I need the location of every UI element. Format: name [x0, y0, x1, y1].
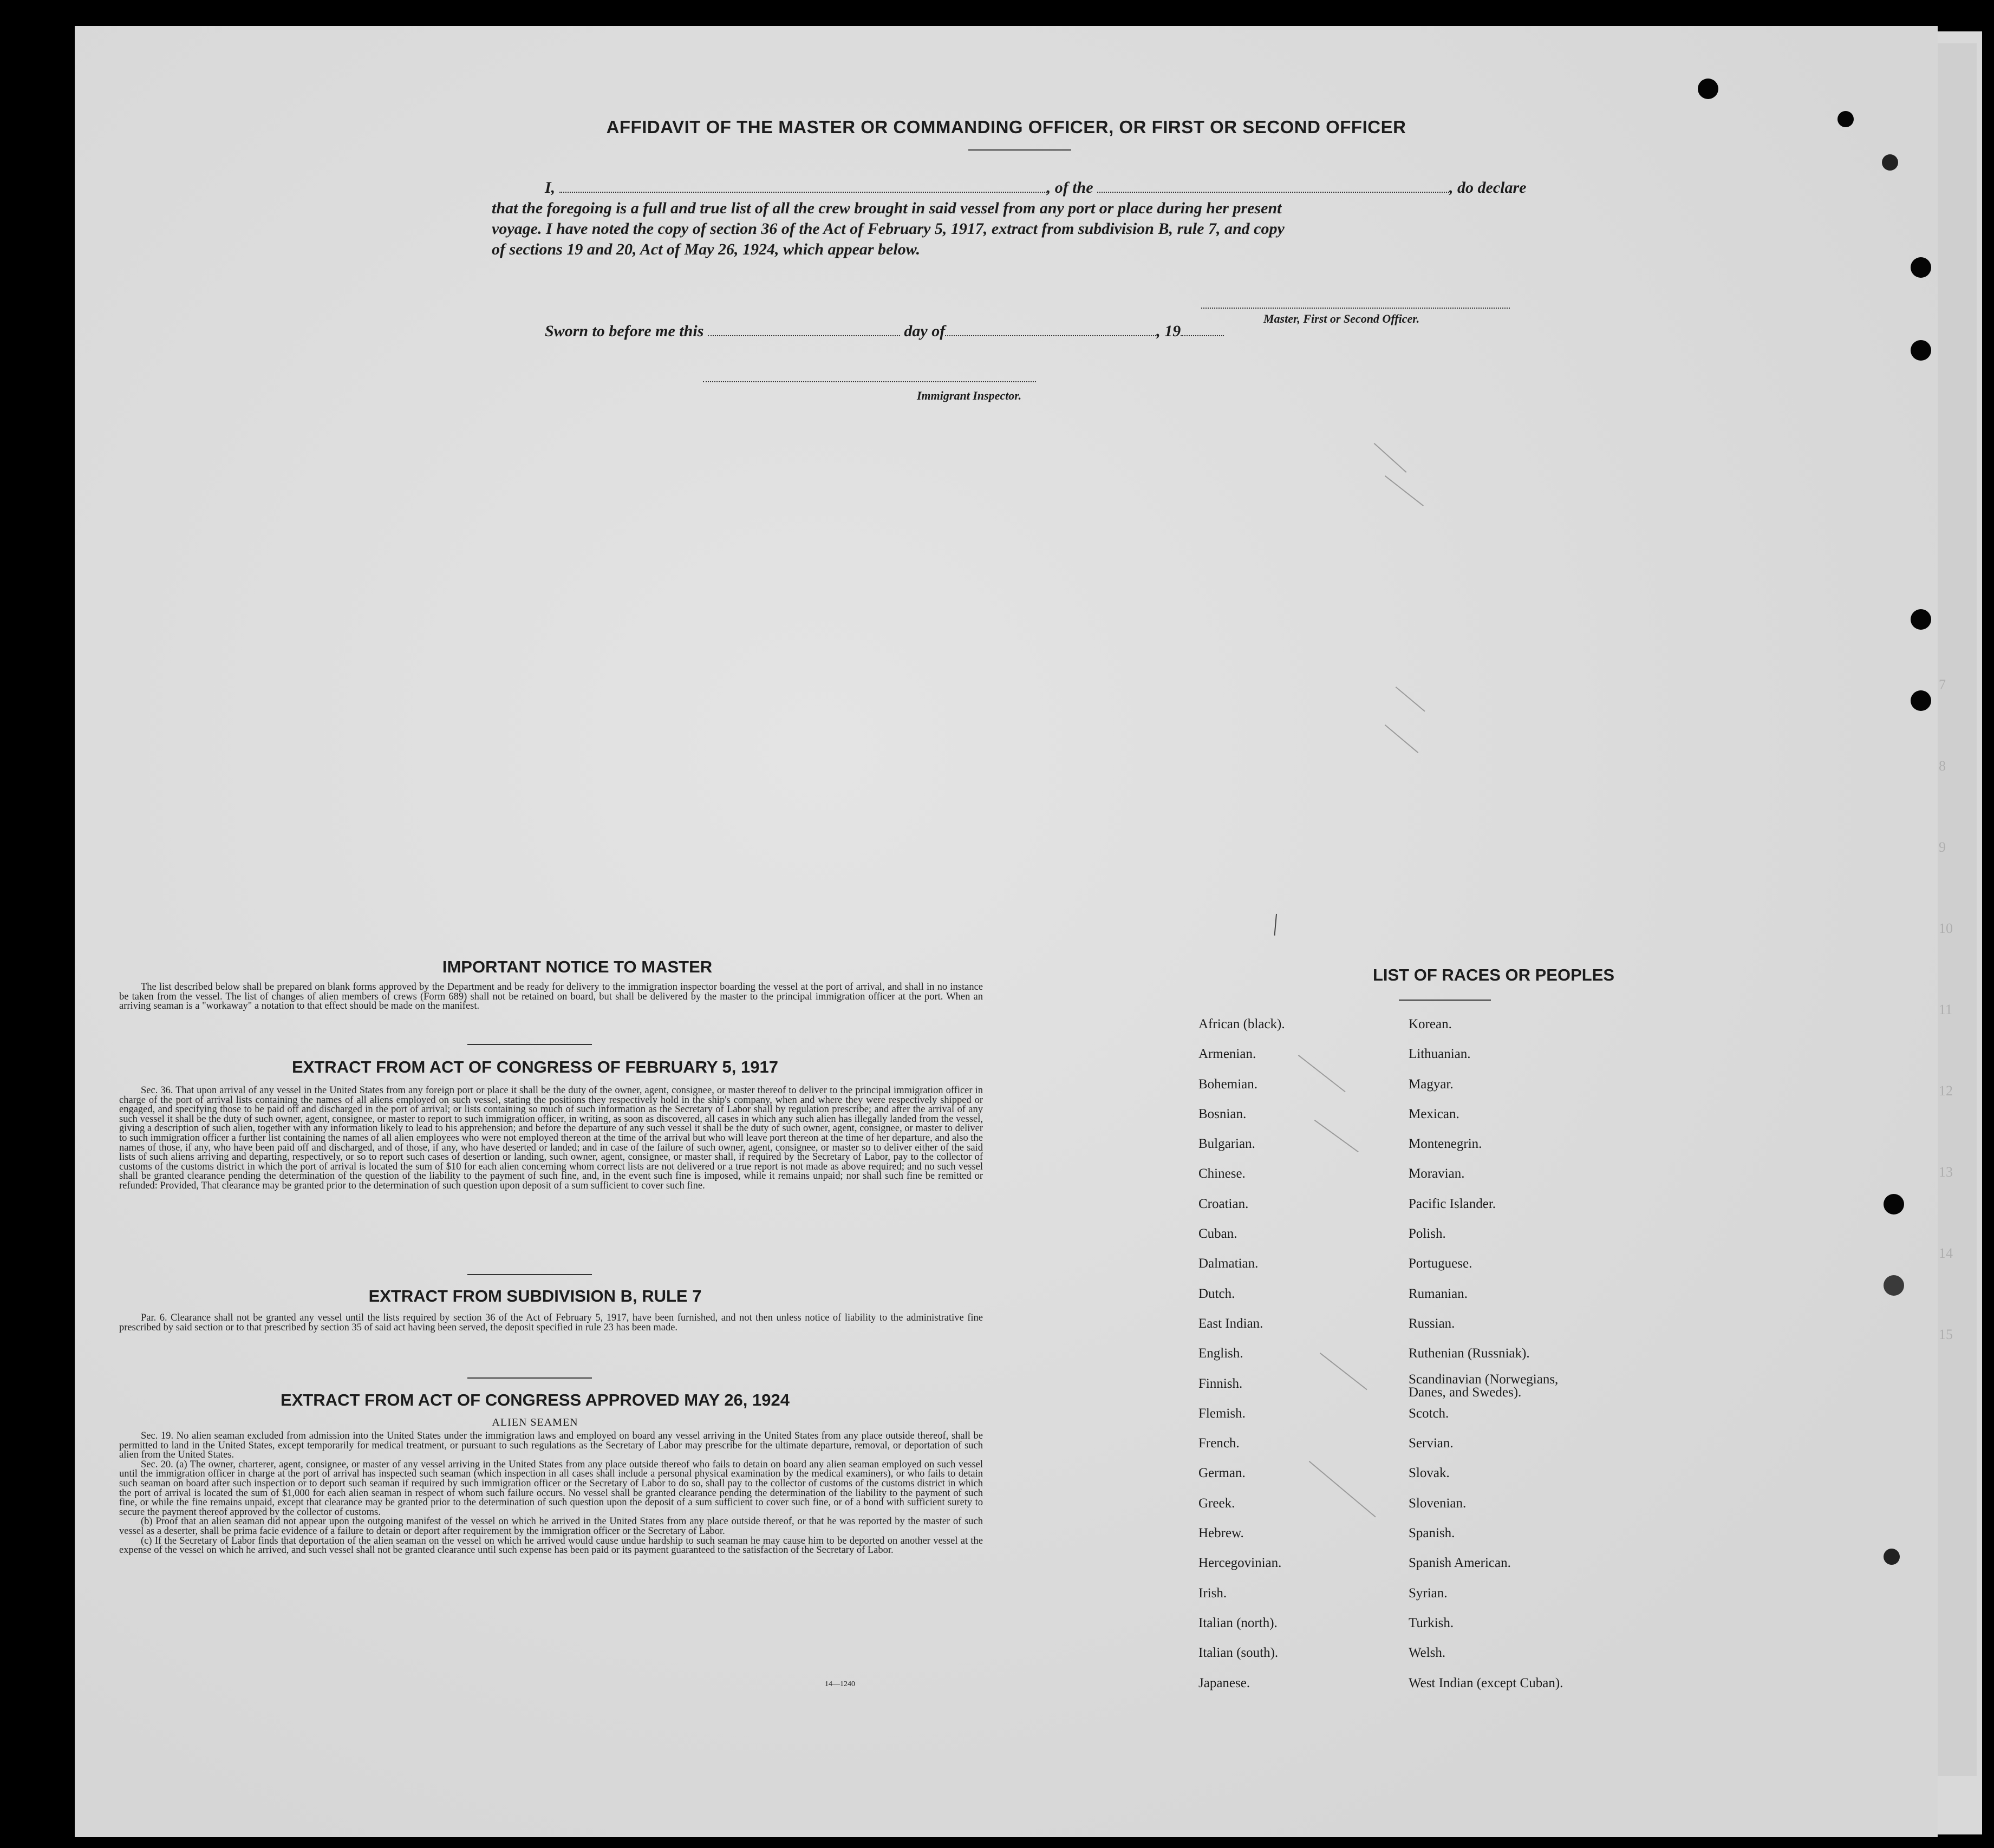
manifest-back-page [75, 26, 1938, 1837]
inspector-signature-label: Immigrant Inspector. [917, 389, 1022, 402]
race-entry: Chinese. [1198, 1166, 1246, 1181]
punch-hole [1911, 690, 1931, 711]
notice-text [119, 983, 983, 1011]
race-entry: Hebrew. [1198, 1526, 1244, 1541]
extract-1924-paragraph-b: (b) Proof that an alien seaman did not appear upon the outgoing manifest of the vessel on which he arrived in the United States from any place outside thereof, or that he was reported by the master of such vessel as a deserter, shall be prima facie evidence of a failure to detain or deport after requirement by the immigration officer or the Secretary of Labor. [119, 1516, 983, 1537]
officer-name-field[interactable] [559, 192, 1047, 193]
race-entry: West Indian (except Cuban). [1409, 1675, 1563, 1690]
punch-hole [1882, 154, 1898, 171]
race-entry: East Indian. [1198, 1316, 1263, 1331]
race-entry: Spanish American. [1409, 1556, 1511, 1571]
pencil-stroke [1396, 687, 1425, 712]
race-entry: Bosnian. [1198, 1106, 1247, 1121]
race-entry: Polish. [1409, 1226, 1446, 1242]
sworn-month-field[interactable] [945, 335, 1156, 336]
affidavit-title-rule [968, 149, 1071, 151]
pencil-stroke [1309, 1461, 1376, 1517]
race-entry: Portuguese. [1409, 1256, 1472, 1271]
race-entry: Japanese. [1198, 1675, 1250, 1690]
underlying-row-number: 9 [1939, 839, 1946, 855]
sworn-year: , 19 [1156, 322, 1181, 340]
race-entry: Magyar. [1409, 1076, 1454, 1092]
race-entry: Bulgarian. [1198, 1137, 1255, 1152]
race-entry: Lithuanian. [1409, 1047, 1471, 1062]
punch-hole [1884, 1194, 1904, 1214]
races-title-rule [1399, 1000, 1491, 1001]
race-entry: Syrian. [1409, 1585, 1448, 1601]
race-entry: Irish. [1198, 1585, 1227, 1601]
punch-hole [1911, 609, 1931, 630]
affidavit-line-2: that the foregoing is a full and true list of all the crew brought in said vessel from any port or place during her present [492, 199, 1282, 217]
affidavit-declare: , do declare [1449, 179, 1527, 197]
race-entry: Cuban. [1198, 1226, 1237, 1242]
sworn-year-field[interactable] [1181, 335, 1224, 336]
race-entry: Scotch. [1409, 1406, 1449, 1421]
affidavit-of-the: , of the [1046, 179, 1093, 197]
race-entry: Servian. [1409, 1436, 1454, 1451]
sworn-line [545, 321, 1303, 342]
underlying-row-number: 12 [1939, 1083, 1953, 1099]
underlying-row-number: 7 [1939, 677, 1946, 693]
pencil-stroke [1374, 443, 1407, 473]
race-entry: Rumanian. [1409, 1286, 1468, 1301]
race-entry: Italian (north). [1198, 1615, 1278, 1630]
race-entry: English. [1198, 1346, 1243, 1361]
races-title: LIST OF RACES OR PEOPLES [1372, 965, 1615, 984]
pencil-stroke [1298, 1055, 1346, 1092]
affidavit-line-3: voyage. I have noted the copy of section 36 of the Act of February 5, 1917, extract from subdivision B, rule 7, and copy [492, 220, 1285, 238]
pencil-stroke [1274, 914, 1277, 936]
extract-1924-subtitle: ALIEN SEAMEN [492, 1416, 578, 1428]
race-entry: French. [1198, 1436, 1240, 1451]
race-entry: Dalmatian. [1198, 1256, 1259, 1271]
extract-1924-paragraph-sec20a: Sec. 20. (a) The owner, charterer, agent, consignee, or master of any vessel arriving in the United States from any place outside thereof who fails to detain on board any alien seaman employed on such vessel until the immigration officer in charge at the port of arrival has inspected such seaman (which inspection in all cases shall include a personal physical examination by the medical examiners), or who fails to detain such seaman on board after such inspection or to deport such seaman if required by such immigration officer or the Secretary of Labor to do so, shall pay to the collector of customs of the customs district in which the port of arrival is located the sum of $1,000 for each alien seaman in respect of whom such failure occurs. No vessel shall be granted clearance pending the determination of the liability to the payment of such fine, or while the fine remains unpaid, except that clearance may be granted prior to the determination of such question upon the deposit of a sum sufficient to cover such fine, or of a bond with sufficient surety to secure the payment thereof approved by the collector of customs. [119, 1459, 983, 1518]
extract-rule7-paragraph: Par. 6. Clearance shall not be granted any vessel until the lists required by section 36 of the Act of February 5, 1917, have been furnished, and not then unless notice of liability to the administrative fine prescribed by said section or to that prescribed by section 35 of said act having been served, the deposit specified in rule 23 has been made. [119, 1312, 983, 1333]
race-entry: Welsh. [1409, 1645, 1446, 1661]
punch-hole [1911, 340, 1931, 361]
punch-hole [1698, 79, 1718, 99]
affidavit-title: AFFIDAVIT OF THE MASTER OR COMMANDING OFFICER, OR FIRST OR SECOND OFFICER [606, 117, 1406, 137]
race-entry: Pacific Islander. [1409, 1196, 1496, 1211]
extract-1917-title: EXTRACT FROM ACT OF CONGRESS OF FEBRUARY 5, 1917 [292, 1057, 778, 1076]
race-entry: Moravian. [1409, 1166, 1465, 1181]
race-entry: Croatian. [1198, 1196, 1249, 1211]
race-entry: Korean. [1409, 1017, 1452, 1031]
race-entry: Armenian. [1198, 1047, 1256, 1062]
race-entry: Russian. [1409, 1316, 1455, 1331]
pencil-stroke [1385, 475, 1424, 506]
race-entry: Bohemian. [1198, 1076, 1258, 1092]
race-entry: Montenegrin. [1409, 1137, 1482, 1152]
race-entry: Scandinavian (Norwegians, Danes, and Swedes). [1409, 1372, 1559, 1400]
notice-rule [467, 1044, 592, 1045]
vessel-name-field[interactable] [1097, 192, 1449, 193]
notice-paragraph: The list described below shall be prepared on blank forms approved by the Department and be ready for delivery to the immigration inspector boarding the vessel at the port of arrival, and shall in no instance be taken from the vessel. The list of changes of alien members of crews (Form 689) shall not be retained on board, but shall be delivered by the master to the principal immigration officer at the port. When an arriving seaman is a "workaway" a notation to that effect should be made on the manifest. [119, 982, 983, 1012]
sworn-prefix: Sworn to before me this [545, 322, 704, 340]
race-entry: Hercegovinian. [1198, 1556, 1282, 1571]
affidavit-i: I, [545, 179, 556, 197]
master-signature-line[interactable] [1201, 308, 1510, 309]
punch-hole [1884, 1549, 1900, 1565]
race-entry: Slovak. [1409, 1466, 1450, 1481]
affidavit-line-1 [545, 178, 1628, 198]
races-left-column [1198, 1017, 1285, 1706]
master-signature-label: Master, First or Second Officer. [1263, 312, 1420, 325]
affidavit-line-4: of sections 19 and 20, Act of May 26, 1924, which appear below. [492, 240, 921, 258]
sworn-day-of: day of [904, 322, 946, 340]
extract-1924-paragraph-c: (c) If the Secretary of Labor finds that deportation of the alien seaman on the vessel on which he arrived would cause undue hardship to such seaman he may cause him to be deported on another vessel at the expense of the vessel on which he arrived, and such vessel shall not be granted clearance until such expense has been paid or its payment guaranteed to the satisfaction of the Secretary of Labor. [119, 1535, 983, 1556]
underlying-row-number: 13 [1939, 1164, 1953, 1180]
race-entry: Finnish. [1198, 1376, 1243, 1391]
race-entry: Slovenian. [1409, 1496, 1467, 1511]
punch-hole [1884, 1275, 1904, 1296]
underlying-row-number: 14 [1939, 1245, 1953, 1261]
pencil-stroke [1320, 1353, 1367, 1390]
sworn-day-field[interactable] [708, 335, 900, 336]
pencil-stroke [1385, 724, 1419, 753]
punch-hole [1911, 257, 1931, 278]
race-entry: Dutch. [1198, 1286, 1235, 1301]
notice-title: IMPORTANT NOTICE TO MASTER [442, 957, 713, 976]
race-entry: African (black). [1198, 1017, 1285, 1031]
underlying-row-number: 10 [1939, 920, 1953, 936]
race-entry: German. [1198, 1466, 1246, 1481]
extract-rule7-text [119, 1314, 983, 1333]
race-entry: Flemish. [1198, 1406, 1246, 1421]
underlying-row-number: 15 [1939, 1327, 1953, 1342]
punch-hole [1837, 111, 1854, 127]
race-entry: Mexican. [1409, 1106, 1459, 1121]
extract-1917-text [119, 1086, 983, 1191]
extract-1924-title: EXTRACT FROM ACT OF CONGRESS APPROVED MAY 26, 1924 [281, 1390, 790, 1409]
inspector-signature-line[interactable] [703, 381, 1036, 382]
race-entry: Ruthenian (Russniak). [1409, 1346, 1530, 1361]
extract-1917-paragraph: Sec. 36. That upon arrival of any vessel in the United States from any foreign port or place it shall be the duty of the owner, agent, consignee, or master thereof to deliver to the principal immigration officer in charge of the port of arrival lists containing the names of all aliens employed on such vessel, stating the positions they respectively hold in the ship's company, when and where they were respectively shipped or engaged, and specifying those to be paid off and discharged in the port of arrival; or lists containing so much of such information as the Secretary of Labor shall by regulation prescribe; and after the arrival of any such vessel it shall be the duty of such owner, agent, consignee, or master to report to such immigration officer, in writing, as soon as discovered, all cases in which any such alien has illegally landed from the vessel, giving a description of such alien, together with any information likely to lead to his apprehension; and before the departure of any such vessel it shall be the duty of such owner, agent, consignee, or master to deliver to such immigration officer a further list containing the names of all alien employees who were not employed thereon at the time of the arrival but who will leave port thereon at the time of her departure, and also the names of those, if any, who have been paid off and discharged, and of those, if any, who have deserted or landed; and in case of the failure of such owner, agent, consignee, or master so to deliver either of the said lists of such aliens arriving and departing, respectively, or so to report such cases of desertion or landing, such owner, agent, consignee, or master shall, if required by the Secretary of Labor, pay to the collector of customs of the customs district in which the port of arrival is located the sum of $10 for each alien concerning whom correct lists are not delivered or a true report is not made as above required; and no such vessel shall be granted clearance pending the determination of the question of the liability to the payment of such fine, and, in the event such fine is imposed, while it remains unpaid; nor shall such fine be remitted or refunded: Provided, That clearance may be granted prior to the determination of such question upon deposit of a sum sufficient to cover such fine. [119, 1085, 983, 1191]
race-entry: Turkish. [1409, 1615, 1454, 1630]
race-entry: Greek. [1198, 1496, 1235, 1511]
form-number: 14—1240 [825, 1680, 855, 1688]
extract-1924-text [119, 1432, 983, 1556]
race-entry: Italian (south). [1198, 1645, 1279, 1661]
underlying-row-number: 8 [1939, 758, 1946, 774]
races-right-column [1409, 1017, 1593, 1706]
extract-1924-paragraph-sec19: Sec. 19. No alien seaman excluded from admission into the United States under the immigration laws and employed on board any vessel arriving in the United States from any place outside thereof, shall be permitted to land in the United States, except temporarily for medical treatment, or pursuant to such regulations as the Secretary of Labor may prescribe for the ultimate departure, removal, or deportation of such alien from the United States. [119, 1431, 983, 1461]
extract-rule7-rule [467, 1377, 592, 1379]
extract-rule7-title: EXTRACT FROM SUBDIVISION B, RULE 7 [368, 1287, 702, 1305]
extract-1917-rule [467, 1274, 592, 1275]
underlying-row-number: 11 [1939, 1002, 1953, 1017]
pencil-stroke [1314, 1120, 1359, 1152]
race-entry: Spanish. [1409, 1526, 1455, 1541]
